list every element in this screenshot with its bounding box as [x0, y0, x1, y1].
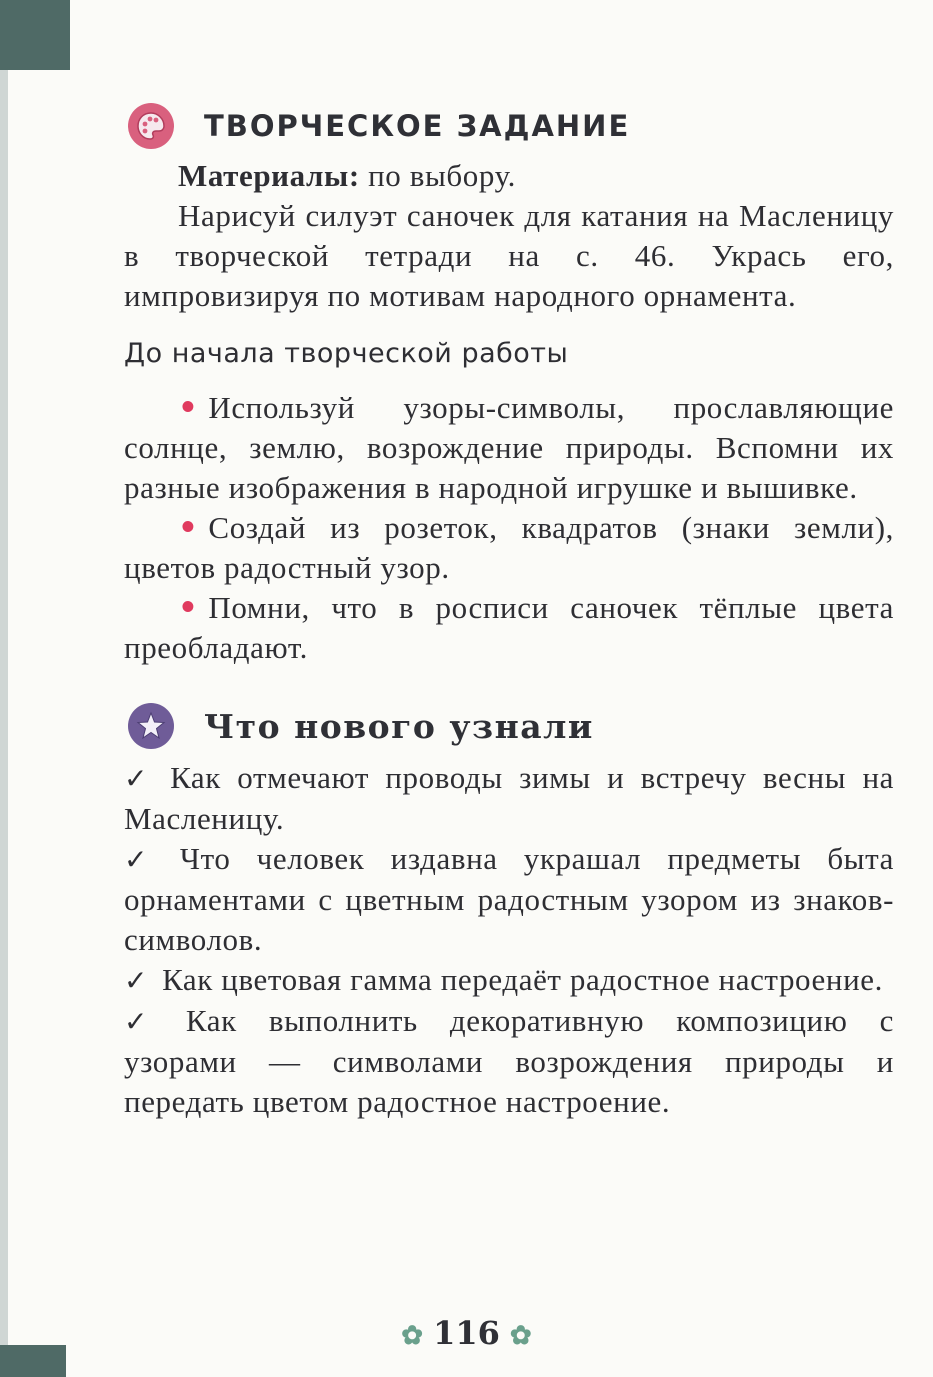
page-number: 116	[433, 1314, 500, 1352]
page-content	[124, 98, 894, 1122]
bullet-marker: •	[178, 590, 199, 626]
tip-text: Используй узоры-символы, прославляющие солнце, землю, возрождение природы. Вспомни их разные изображения в народной игрушке и вышивке.	[124, 390, 894, 505]
bullet-marker: •	[178, 510, 199, 546]
star-icon	[128, 703, 174, 749]
learned-item-text: Что человек издавна украшал предметы быта орнаментами с цветным радостным узором из знаков-символов.	[124, 841, 894, 957]
checkmark-icon: ✓	[124, 843, 166, 876]
checkmark-icon: ✓	[124, 1005, 172, 1038]
materials-line	[124, 156, 894, 196]
learned-item-text: Как цветовая гамма передаёт радостное настроение.	[162, 962, 883, 997]
learned-item	[124, 1001, 894, 1122]
materials-value: по выбору.	[359, 158, 516, 193]
page-edge-top-tab	[0, 0, 70, 70]
learned-item-text: Как отмечают проводы зимы и встречу весны на Масленицу.	[124, 760, 894, 836]
checkmark-icon: ✓	[124, 964, 149, 997]
tip-item	[124, 388, 894, 508]
checkmark-icon: ✓	[124, 762, 157, 795]
page-edge-left	[0, 0, 8, 1377]
flower-ornament-icon: ✿	[509, 1320, 532, 1351]
task-header	[124, 98, 894, 154]
page-number-footer	[0, 1314, 933, 1352]
task-heading: ТВОРЧЕСКОЕ ЗАДАНИЕ	[204, 109, 631, 143]
materials-label: Материалы:	[178, 158, 360, 193]
learned-list	[124, 758, 894, 1122]
tip-text: Помни, что в росписи саночек тёплые цвета преобладают.	[124, 590, 894, 665]
learned-heading: Что нового узнали	[204, 706, 594, 746]
learned-section	[124, 698, 894, 1122]
tip-item	[124, 508, 894, 588]
bullet-marker: •	[178, 390, 199, 426]
tip-item	[124, 588, 894, 668]
palette-icon	[128, 103, 174, 149]
learned-item-text: Как выполнить декоративную композицию с узорами — символами возрождения природы и передать цветом радостное настроение.	[124, 1003, 895, 1119]
before-start-subheading: До начала творческой работы	[124, 338, 569, 369]
learned-item	[124, 839, 894, 960]
task-instruction: Нарисуй силуэт саночек для катания на Масленицу в творческой тетради на с. 46. Укрась его, импровизируя по мотивам народного орнамента.	[124, 198, 894, 313]
tip-text: Создай из розеток, квадратов (знаки земли), цветов радостный узор.	[124, 510, 894, 585]
flower-ornament-icon: ✿	[401, 1320, 424, 1351]
learned-header	[124, 698, 894, 754]
learned-item	[124, 960, 894, 1001]
learned-item	[124, 758, 894, 839]
